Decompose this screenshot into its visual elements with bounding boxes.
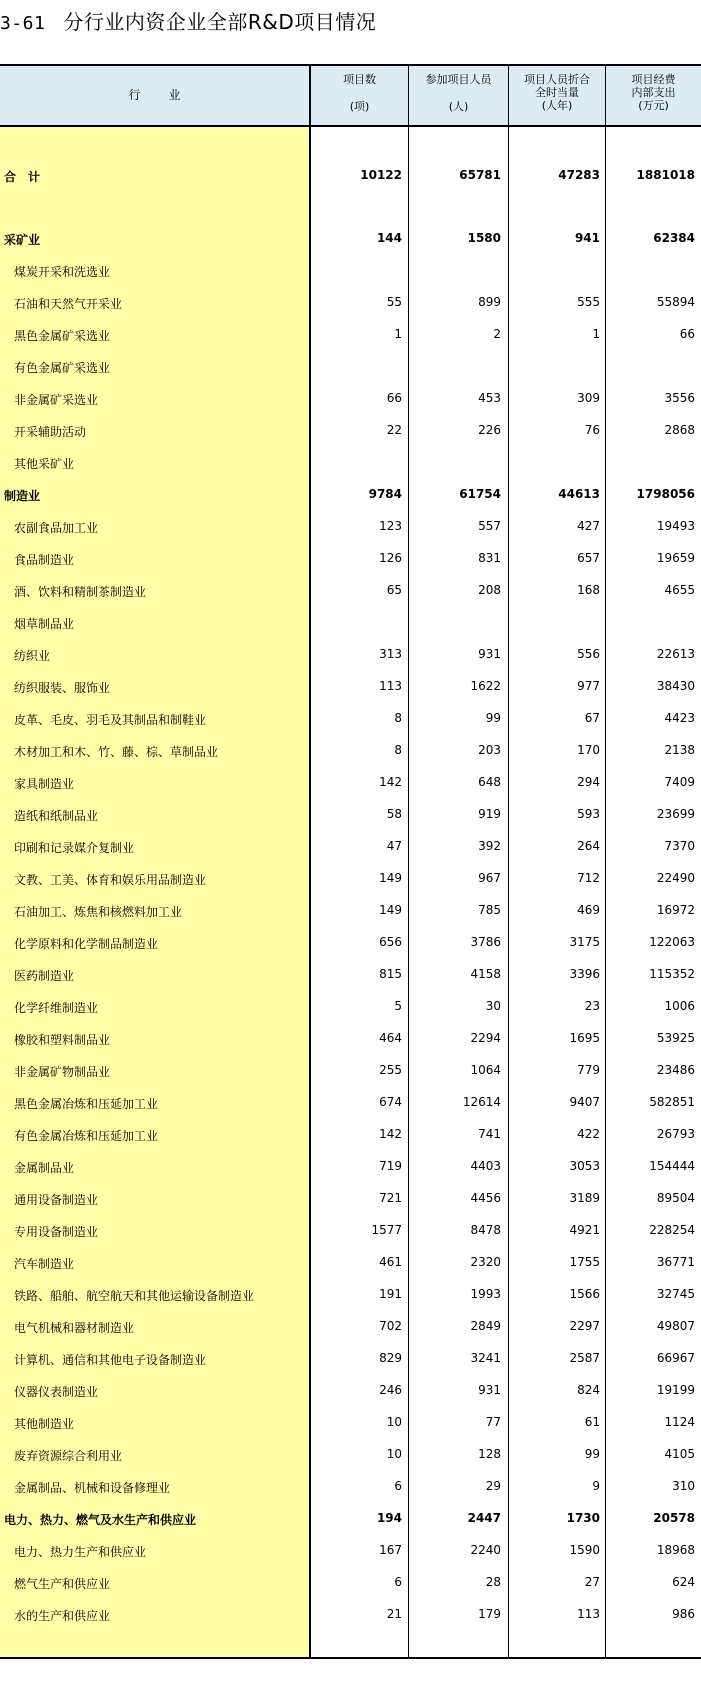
project-count-cell: 22 bbox=[386, 423, 402, 437]
project-count-cell: 313 bbox=[379, 647, 402, 661]
fte-cell: 76 bbox=[584, 423, 600, 437]
industry-name: 皮革、毛皮、羽毛及其制品和制鞋业 bbox=[14, 713, 207, 727]
fte-cell: 294 bbox=[577, 775, 600, 789]
table-row bbox=[0, 1541, 701, 1561]
expenditure-cell: 22490 bbox=[656, 871, 695, 885]
project-count-cell: 47 bbox=[386, 839, 402, 853]
industry-name: 通用设备制造业 bbox=[14, 1193, 99, 1207]
project-count-cell: 65 bbox=[386, 583, 402, 597]
project-count-cell: 149 bbox=[379, 903, 402, 917]
participants-cell: 65781 bbox=[459, 168, 501, 182]
table-row bbox=[0, 741, 701, 761]
expenditure-cell: 19493 bbox=[656, 519, 695, 533]
table-row bbox=[0, 773, 701, 793]
participants-cell: 919 bbox=[478, 807, 501, 821]
table-row bbox=[0, 1253, 701, 1273]
header-project-count: 项目数 (项) bbox=[343, 73, 376, 113]
participants-cell: 392 bbox=[478, 839, 501, 853]
expenditure-cell: 19659 bbox=[656, 551, 695, 565]
project-count-cell: 10122 bbox=[360, 168, 402, 182]
project-count-cell: 66 bbox=[386, 391, 402, 405]
table-row bbox=[0, 389, 701, 409]
industry-name: 计算机、通信和其他电子设备制造业 bbox=[14, 1353, 207, 1367]
expenditure-cell: 1798056 bbox=[636, 487, 695, 501]
expenditure-cell: 115352 bbox=[649, 967, 695, 981]
table-row bbox=[0, 1285, 701, 1305]
project-count-cell: 149 bbox=[379, 871, 402, 885]
participants-cell: 2320 bbox=[470, 1255, 501, 1269]
project-count-cell: 246 bbox=[379, 1383, 402, 1397]
project-count-cell: 58 bbox=[386, 807, 402, 821]
header-fte: 项目人员折合 全时当量 (人年) bbox=[524, 73, 590, 112]
industry-name: 合 计 bbox=[4, 170, 41, 184]
project-count-cell: 167 bbox=[379, 1543, 402, 1557]
industry-name: 铁路、船舶、航空航天和其他运输设备制造业 bbox=[14, 1289, 255, 1303]
table-row bbox=[0, 1413, 701, 1433]
industry-name: 其他采矿业 bbox=[14, 457, 75, 471]
industry-name: 有色金属矿采选业 bbox=[14, 361, 111, 375]
table-title: 分行业内资企业全部R&D项目情况 bbox=[63, 10, 377, 34]
participants-cell: 831 bbox=[478, 551, 501, 565]
fte-cell: 556 bbox=[577, 647, 600, 661]
industry-name: 黑色金属冶炼和压延加工业 bbox=[14, 1097, 159, 1111]
participants-cell: 557 bbox=[478, 519, 501, 533]
participants-cell: 77 bbox=[485, 1415, 501, 1429]
expenditure-cell: 16972 bbox=[656, 903, 695, 917]
industry-name: 汽车制造业 bbox=[14, 1257, 75, 1271]
fte-cell: 9407 bbox=[569, 1095, 600, 1109]
table-row bbox=[0, 1221, 701, 1241]
participants-cell: 2240 bbox=[470, 1543, 501, 1557]
project-count-cell: 6 bbox=[394, 1479, 402, 1493]
project-count-cell: 721 bbox=[379, 1191, 402, 1205]
header-industry: 行业 bbox=[128, 88, 209, 102]
fte-cell: 99 bbox=[584, 1447, 600, 1461]
fte-cell: 44613 bbox=[558, 487, 600, 501]
participants-cell: 899 bbox=[478, 295, 501, 309]
industry-name: 印刷和记录媒介复制业 bbox=[14, 841, 135, 855]
industry-name: 非金属矿采选业 bbox=[14, 393, 99, 407]
header-expenditure: 项目经费 内部支出 (万元) bbox=[631, 73, 676, 112]
industry-name: 电气机械和器材制造业 bbox=[14, 1321, 135, 1335]
table-row bbox=[0, 549, 701, 569]
fte-cell: 712 bbox=[577, 871, 600, 885]
project-count-cell: 815 bbox=[379, 967, 402, 981]
fte-cell: 555 bbox=[577, 295, 600, 309]
participants-cell: 648 bbox=[478, 775, 501, 789]
table-row bbox=[0, 1509, 701, 1529]
expenditure-cell: 89504 bbox=[656, 1191, 695, 1205]
participants-cell: 1580 bbox=[467, 231, 501, 245]
expenditure-cell: 62384 bbox=[653, 231, 695, 245]
project-count-cell: 9784 bbox=[368, 487, 402, 501]
participants-cell: 4158 bbox=[470, 967, 501, 981]
expenditure-cell: 7409 bbox=[664, 775, 695, 789]
industry-name: 有色金属冶炼和压延加工业 bbox=[14, 1129, 159, 1143]
table-row bbox=[0, 325, 701, 345]
project-count-cell: 142 bbox=[379, 775, 402, 789]
table-row bbox=[0, 485, 701, 505]
industry-name: 纺织业 bbox=[14, 649, 51, 663]
fte-cell: 264 bbox=[577, 839, 600, 853]
table-row bbox=[0, 965, 701, 985]
fte-cell: 427 bbox=[577, 519, 600, 533]
participants-cell: 8478 bbox=[470, 1223, 501, 1237]
data-table bbox=[0, 64, 701, 1659]
participants-cell: 12614 bbox=[462, 1095, 501, 1109]
expenditure-cell: 154444 bbox=[649, 1159, 695, 1173]
project-count-cell: 1 bbox=[394, 327, 402, 341]
participants-cell: 1993 bbox=[470, 1287, 501, 1301]
fte-cell: 3189 bbox=[569, 1191, 600, 1205]
expenditure-cell: 19199 bbox=[656, 1383, 695, 1397]
industry-name: 燃气生产和供应业 bbox=[14, 1577, 111, 1591]
project-count-cell: 55 bbox=[386, 295, 402, 309]
fte-cell: 47283 bbox=[558, 168, 600, 182]
fte-cell: 469 bbox=[577, 903, 600, 917]
project-count-cell: 6 bbox=[394, 1575, 402, 1589]
table-row bbox=[0, 805, 701, 825]
table-row bbox=[0, 645, 701, 665]
fte-cell: 3053 bbox=[569, 1159, 600, 1173]
fte-cell: 1566 bbox=[569, 1287, 600, 1301]
project-count-cell: 194 bbox=[376, 1511, 402, 1525]
participants-cell: 2294 bbox=[470, 1031, 501, 1045]
project-count-cell: 10 bbox=[386, 1415, 402, 1429]
table-row bbox=[0, 1061, 701, 1081]
fte-cell: 4921 bbox=[569, 1223, 600, 1237]
expenditure-cell: 22613 bbox=[656, 647, 695, 661]
expenditure-cell: 310 bbox=[672, 1479, 695, 1493]
expenditure-cell: 4423 bbox=[664, 711, 695, 725]
expenditure-cell: 624 bbox=[672, 1575, 695, 1589]
fte-cell: 941 bbox=[574, 231, 600, 245]
expenditure-cell: 66967 bbox=[656, 1351, 695, 1365]
table-row bbox=[0, 453, 701, 473]
fte-cell: 779 bbox=[577, 1063, 600, 1077]
table-row bbox=[0, 421, 701, 441]
table-row bbox=[0, 997, 701, 1017]
participants-cell: 4403 bbox=[470, 1159, 501, 1173]
table-row bbox=[0, 933, 701, 953]
fte-cell: 9 bbox=[592, 1479, 600, 1493]
participants-cell: 208 bbox=[478, 583, 501, 597]
industry-name: 水的生产和供应业 bbox=[14, 1609, 111, 1623]
participants-cell: 99 bbox=[485, 711, 501, 725]
expenditure-cell: 23486 bbox=[656, 1063, 695, 1077]
industry-name: 专用设备制造业 bbox=[14, 1225, 99, 1239]
industry-name: 电力、热力生产和供应业 bbox=[14, 1545, 147, 1559]
project-count-cell: 1577 bbox=[371, 1223, 402, 1237]
fte-cell: 824 bbox=[577, 1383, 600, 1397]
table-row bbox=[0, 166, 701, 186]
fte-cell: 309 bbox=[577, 391, 600, 405]
table-row bbox=[0, 261, 701, 281]
industry-name: 采矿业 bbox=[4, 233, 41, 247]
industry-name: 家具制造业 bbox=[14, 777, 75, 791]
expenditure-cell: 55894 bbox=[656, 295, 695, 309]
industry-name: 金属制品业 bbox=[14, 1161, 75, 1175]
participants-cell: 3786 bbox=[470, 935, 501, 949]
industry-name: 仪器仪表制造业 bbox=[14, 1385, 99, 1399]
project-count-cell: 126 bbox=[379, 551, 402, 565]
expenditure-cell: 3556 bbox=[664, 391, 695, 405]
project-count-cell: 113 bbox=[379, 679, 402, 693]
fte-cell: 422 bbox=[577, 1127, 600, 1141]
expenditure-cell: 986 bbox=[672, 1607, 695, 1621]
industry-name: 食品制造业 bbox=[14, 553, 75, 567]
expenditure-cell: 66 bbox=[679, 327, 695, 341]
expenditure-cell: 26793 bbox=[656, 1127, 695, 1141]
participants-cell: 226 bbox=[478, 423, 501, 437]
project-count-cell: 191 bbox=[379, 1287, 402, 1301]
table-row bbox=[0, 1157, 701, 1177]
participants-cell: 1622 bbox=[470, 679, 501, 693]
table-row bbox=[0, 1445, 701, 1465]
project-count-cell: 10 bbox=[386, 1447, 402, 1461]
participants-cell: 128 bbox=[478, 1447, 501, 1461]
industry-name: 医药制造业 bbox=[14, 969, 75, 983]
industry-name: 造纸和纸制品业 bbox=[14, 809, 99, 823]
table-row bbox=[0, 1381, 701, 1401]
project-count-cell: 656 bbox=[379, 935, 402, 949]
fte-cell: 977 bbox=[577, 679, 600, 693]
fte-cell: 1590 bbox=[569, 1543, 600, 1557]
fte-cell: 67 bbox=[584, 711, 600, 725]
participants-cell: 2447 bbox=[467, 1511, 501, 1525]
industry-name: 煤炭开采和洗选业 bbox=[14, 265, 111, 279]
participants-cell: 30 bbox=[485, 999, 501, 1013]
table-row bbox=[0, 357, 701, 377]
fte-cell: 23 bbox=[584, 999, 600, 1013]
industry-name: 橡胶和塑料制品业 bbox=[14, 1033, 111, 1047]
participants-cell: 179 bbox=[478, 1607, 501, 1621]
participants-cell: 453 bbox=[478, 391, 501, 405]
participants-cell: 28 bbox=[485, 1575, 501, 1589]
table-bottom-rule bbox=[0, 1657, 701, 1659]
expenditure-cell: 20578 bbox=[653, 1511, 695, 1525]
participants-cell: 3241 bbox=[470, 1351, 501, 1365]
participants-cell: 1064 bbox=[470, 1063, 501, 1077]
expenditure-cell: 1124 bbox=[664, 1415, 695, 1429]
project-count-cell: 255 bbox=[379, 1063, 402, 1077]
project-count-cell: 461 bbox=[379, 1255, 402, 1269]
table-row bbox=[0, 901, 701, 921]
expenditure-cell: 53925 bbox=[656, 1031, 695, 1045]
fte-cell: 2587 bbox=[569, 1351, 600, 1365]
expenditure-cell: 1881018 bbox=[636, 168, 695, 182]
industry-name: 纺织服装、服饰业 bbox=[14, 681, 111, 695]
table-row bbox=[0, 517, 701, 537]
table-row bbox=[0, 1573, 701, 1593]
expenditure-cell: 2868 bbox=[664, 423, 695, 437]
fte-cell: 1695 bbox=[569, 1031, 600, 1045]
expenditure-cell: 7370 bbox=[664, 839, 695, 853]
participants-cell: 203 bbox=[478, 743, 501, 757]
industry-name: 石油加工、炼焦和核燃料加工业 bbox=[14, 905, 183, 919]
project-count-cell: 123 bbox=[379, 519, 402, 533]
participants-cell: 785 bbox=[478, 903, 501, 917]
participants-cell: 29 bbox=[485, 1479, 501, 1493]
participants-cell: 931 bbox=[478, 647, 501, 661]
participants-cell: 2849 bbox=[470, 1319, 501, 1333]
project-count-cell: 8 bbox=[394, 711, 402, 725]
project-count-cell: 702 bbox=[379, 1319, 402, 1333]
table-row bbox=[0, 1093, 701, 1113]
industry-name: 废弃资源综合利用业 bbox=[14, 1449, 123, 1463]
industry-name: 其他制造业 bbox=[14, 1417, 75, 1431]
expenditure-cell: 18968 bbox=[656, 1543, 695, 1557]
header-participants: 参加项目人员 (人) bbox=[425, 73, 492, 113]
participants-cell: 931 bbox=[478, 1383, 501, 1397]
expenditure-cell: 49807 bbox=[656, 1319, 695, 1333]
table-row bbox=[0, 581, 701, 601]
industry-name: 黑色金属矿采选业 bbox=[14, 329, 111, 343]
table-row bbox=[0, 1605, 701, 1625]
table-row bbox=[0, 1477, 701, 1497]
table-row bbox=[0, 1317, 701, 1337]
fte-cell: 1730 bbox=[566, 1511, 600, 1525]
industry-name: 石油和天然气开采业 bbox=[14, 297, 123, 311]
table-row bbox=[0, 1189, 701, 1209]
expenditure-cell: 4655 bbox=[664, 583, 695, 597]
participants-cell: 4456 bbox=[470, 1191, 501, 1205]
project-count-cell: 8 bbox=[394, 743, 402, 757]
industry-name: 酒、饮料和精制茶制造业 bbox=[14, 585, 147, 599]
project-count-cell: 674 bbox=[379, 1095, 402, 1109]
industry-name: 农副食品加工业 bbox=[14, 521, 99, 535]
expenditure-cell: 2138 bbox=[664, 743, 695, 757]
page-title bbox=[0, 6, 376, 35]
industry-name: 非金属矿物制品业 bbox=[14, 1065, 111, 1079]
industry-name: 金属制品、机械和设备修理业 bbox=[14, 1481, 171, 1495]
expenditure-cell: 1006 bbox=[664, 999, 695, 1013]
expenditure-cell: 228254 bbox=[649, 1223, 695, 1237]
expenditure-cell: 582851 bbox=[649, 1095, 695, 1109]
fte-cell: 113 bbox=[577, 1607, 600, 1621]
industry-name: 化学纤维制造业 bbox=[14, 1001, 99, 1015]
project-count-cell: 719 bbox=[379, 1159, 402, 1173]
participants-cell: 2 bbox=[493, 327, 501, 341]
expenditure-cell: 36771 bbox=[656, 1255, 695, 1269]
table-number: 3-61 bbox=[0, 13, 46, 34]
table-row bbox=[0, 1125, 701, 1145]
table-row bbox=[0, 869, 701, 889]
project-count-cell: 21 bbox=[386, 1607, 402, 1621]
table-row bbox=[0, 1029, 701, 1049]
fte-cell: 593 bbox=[577, 807, 600, 821]
fte-cell: 3175 bbox=[569, 935, 600, 949]
fte-cell: 1 bbox=[592, 327, 600, 341]
table-row bbox=[0, 613, 701, 633]
project-count-cell: 142 bbox=[379, 1127, 402, 1141]
industry-name: 木材加工和木、竹、藤、棕、草制品业 bbox=[14, 745, 219, 759]
industry-name: 化学原料和化学制品制造业 bbox=[14, 937, 159, 951]
expenditure-cell: 38430 bbox=[656, 679, 695, 693]
table-row bbox=[0, 709, 701, 729]
fte-cell: 657 bbox=[577, 551, 600, 565]
expenditure-cell: 4105 bbox=[664, 1447, 695, 1461]
participants-cell: 967 bbox=[478, 871, 501, 885]
participants-cell: 61754 bbox=[459, 487, 501, 501]
table-row bbox=[0, 837, 701, 857]
expenditure-cell: 23699 bbox=[656, 807, 695, 821]
industry-name: 开采辅助活动 bbox=[14, 425, 87, 439]
fte-cell: 61 bbox=[584, 1415, 600, 1429]
table-row bbox=[0, 293, 701, 313]
industry-name: 文教、工美、体育和娱乐用品制造业 bbox=[14, 873, 207, 887]
industry-name: 烟草制品业 bbox=[14, 617, 75, 631]
fte-cell: 170 bbox=[577, 743, 600, 757]
fte-cell: 2297 bbox=[569, 1319, 600, 1333]
fte-cell: 3396 bbox=[569, 967, 600, 981]
industry-name: 制造业 bbox=[4, 489, 41, 503]
expenditure-cell: 122063 bbox=[649, 935, 695, 949]
industry-name: 电力、热力、燃气及水生产和供应业 bbox=[4, 1513, 197, 1527]
project-count-cell: 464 bbox=[379, 1031, 402, 1045]
table-row bbox=[0, 677, 701, 697]
table-row bbox=[0, 229, 701, 249]
project-count-cell: 5 bbox=[394, 999, 402, 1013]
fte-cell: 168 bbox=[577, 583, 600, 597]
expenditure-cell: 32745 bbox=[656, 1287, 695, 1301]
project-count-cell: 829 bbox=[379, 1351, 402, 1365]
participants-cell: 741 bbox=[478, 1127, 501, 1141]
fte-cell: 27 bbox=[584, 1575, 600, 1589]
table-row bbox=[0, 1349, 701, 1369]
project-count-cell: 144 bbox=[376, 231, 402, 245]
fte-cell: 1755 bbox=[569, 1255, 600, 1269]
